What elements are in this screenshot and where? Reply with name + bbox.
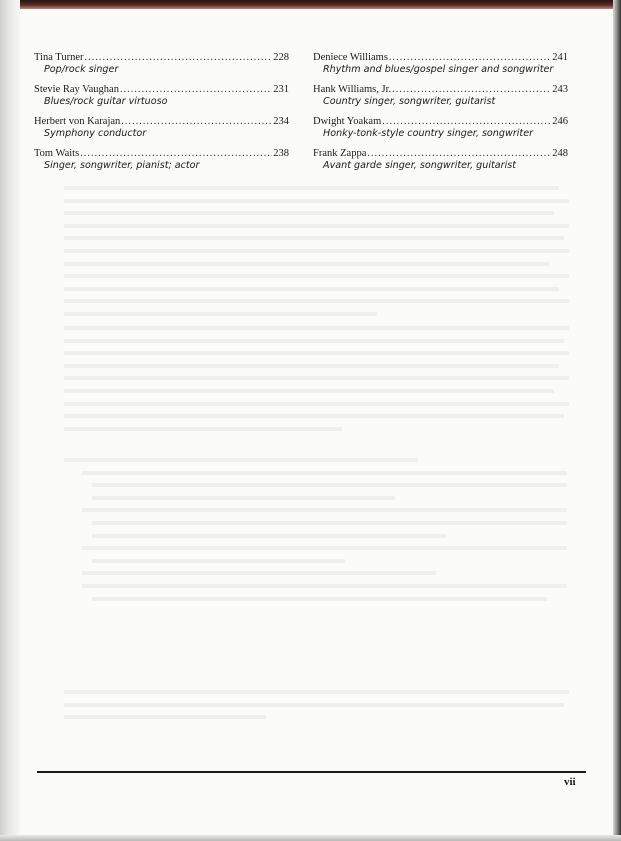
leader-dots — [389, 52, 551, 64]
page-right-edge — [613, 0, 621, 841]
page-number: vii — [564, 776, 576, 788]
entry-description: Blues/rock guitar virtuoso — [44, 96, 168, 107]
entry-name: Herbert von Karajan — [34, 116, 121, 127]
bleed-through-block-2 — [64, 326, 569, 439]
leader-dots — [382, 116, 551, 128]
entry-page: 246 — [552, 116, 568, 127]
bleed-through-block-3 — [64, 458, 569, 609]
entry-page: 248 — [552, 148, 568, 159]
entry-page: 238 — [273, 148, 289, 159]
entry-right-0 — [313, 52, 568, 76]
entry-right-2 — [313, 116, 568, 140]
leader-dots — [121, 116, 272, 128]
entry-page: 228 — [273, 52, 289, 63]
entry-right-3 — [313, 148, 568, 172]
entry-left-2 — [34, 116, 289, 140]
entry-name: Stevie Ray Vaughan — [34, 84, 119, 95]
entry-page: 243 — [552, 84, 568, 95]
entry-page: 241 — [552, 52, 568, 63]
leader-dots — [367, 148, 551, 160]
leader-dots — [85, 52, 273, 64]
entry-page: 234 — [273, 116, 289, 127]
bleed-through-block-4 — [64, 690, 569, 728]
entry-name: Tom Waits — [34, 148, 80, 159]
entry-left-0 — [34, 52, 289, 76]
page-left-edge — [0, 0, 20, 841]
entry-left-1 — [34, 84, 289, 108]
entry-name: Hank Williams, Jr. — [313, 84, 392, 95]
entry-description: Singer, songwriter, pianist; actor — [44, 160, 200, 171]
page-bottom-edge — [0, 835, 621, 841]
entry-description: Honky-tonk-style country singer, songwriter — [323, 128, 534, 139]
leader-dots — [120, 84, 272, 96]
entry-name: Deniece Williams — [313, 52, 388, 63]
entry-description: Symphony conductor — [44, 128, 147, 139]
bleed-through-block-1 — [64, 186, 569, 325]
entry-page: 231 — [273, 84, 289, 95]
page-top-edge — [0, 0, 621, 9]
entry-name: Frank Zappa — [313, 148, 367, 159]
leader-dots — [80, 148, 272, 160]
entry-description: Country singer, songwriter, guitarist — [323, 96, 496, 107]
entry-left-3 — [34, 148, 289, 172]
entry-name: Tina Turner — [34, 52, 84, 63]
entry-description: Avant garde singer, songwriter, guitarist — [323, 160, 517, 171]
leader-dots — [392, 84, 551, 96]
entry-description: Pop/rock singer — [44, 64, 119, 75]
footer-rule — [37, 771, 586, 773]
entry-description: Rhythm and blues/gospel singer and songwriter — [323, 64, 554, 75]
entry-name: Dwight Yoakam — [313, 116, 382, 127]
entry-right-1 — [313, 84, 568, 108]
